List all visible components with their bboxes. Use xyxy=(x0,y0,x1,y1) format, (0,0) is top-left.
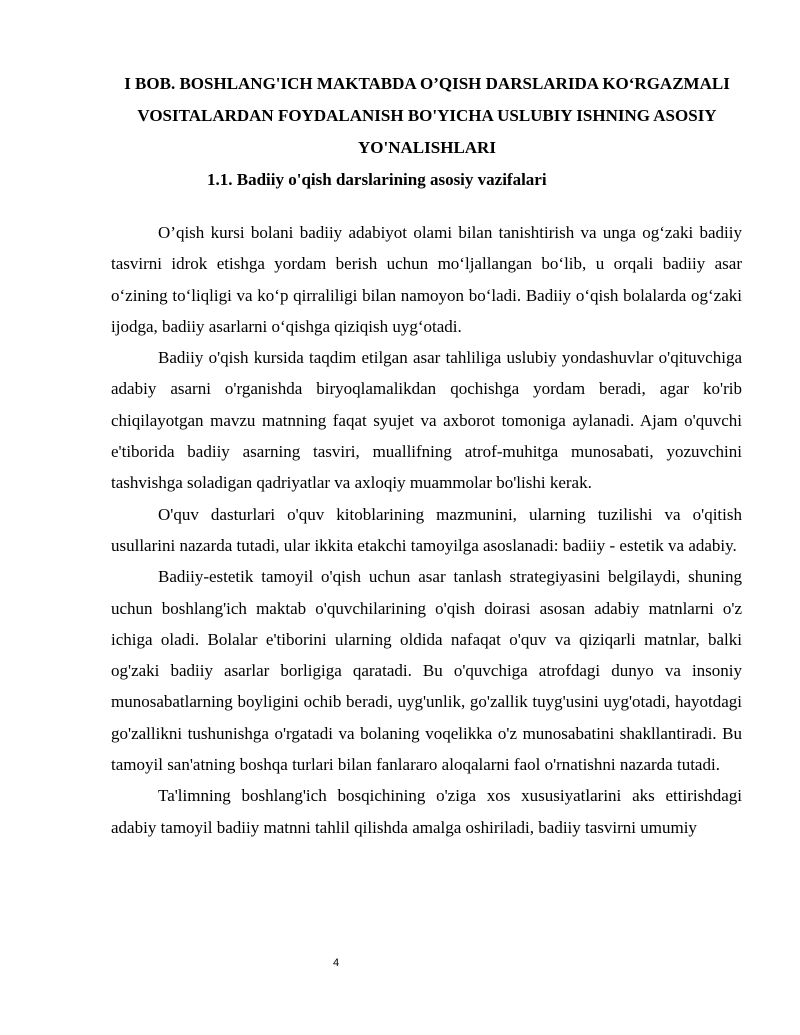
body-text xyxy=(111,217,742,843)
paragraph: Badiiy-estetik tamoyil o'qish uchun asar tanlash strategiyasini belgilaydi, shuning uchun boshlang'ich maktab o'quvchilarining o'qish doirasi asosan adabiy matnlarni o'z ichiga oladi. Bolalar e'tiborini ularning oldida nafaqat o'quv va qiziqarli matnlar, balki og'zaki badiiy asarlar borligiga qaratadi. Bu o'quvchiga atrofdagi dunyo va insoniy munosabatlarning boyligini ochib beradi, uyg'unlik, go'zallik tuyg'usini uyg'otadi, hayotdagi go'zallikni tushunishga o'rgatadi va bolaning voqelikka o'z munosabatini shakllantiradi. Bu tamoyil san'atning boshqa turlari bilan fanlararo aloqalarni faol o'rnatishni nazarda tutadi. xyxy=(111,567,742,775)
page-number: 4 xyxy=(332,957,340,969)
paragraph: Ta'limning boshlang'ich bosqichining o'ziga xos xususiyatlarini aks ettirishdagi adabiy tamoyil badiiy matnni tahlil qilishda amalga oshiriladi, badiiy tasvirni umumiy xyxy=(111,786,742,837)
section-title: 1.1. Badiiy o'qish darslarining asosiy vazifalari xyxy=(207,170,547,189)
paragraph: O'quv dasturlari o'quv kitoblarining mazmunini, ularning tuzilishi va o'qitish usullarini nazarda tutadi, ular ikkita etakchi tamoyilga asoslanadi: badiiy - estetik va adabiy. xyxy=(111,504,742,555)
chapter-title: I BOB. BOSHLANG'ICH MAKTABDA O’QISH DARSLARIDA KO‘RGAZMALI VOSITALARDAN FOYDALANISH BO'YICHA USLUBIY ISHNING ASOSIY YO'NALISHLARI xyxy=(124,74,730,157)
paragraph: Badiiy o'qish kursida taqdim etilgan asar tahliliga uslubiy yondashuvlar o'qituvchiga adabiy asarni o'rganishda biryoqlamalikdan qochishga yordam beradi, agar ko'rib chiqilayotgan mavzu matnning faqat syujet va axborot tomoniga aylanadi. Ajam o'quvchi e'tiborida badiiy asarning tasviri, muallifning atrof-muhitga munosabati, yozuvchini tashvishga soladigan qadriyatlar va axloqiy muammolar bo'lishi kerak. xyxy=(111,348,742,493)
paragraph: O’qish kursi bolani badiiy adabiyot olami bilan tanishtirish va unga og‘zaki badiiy tasvirni idrok etishga yordam berish uchun mo‘ljallangan bo‘lib, u orqali badiiy asar o‘zining to‘liqligi va ko‘p qirraliligi bilan namoyon bo‘ladi. Badiiy o‘qish bolalarda og‘zaki ijodga, badiiy asarlarni o‘qishga qiziqish uyg‘otadi. xyxy=(111,223,742,336)
